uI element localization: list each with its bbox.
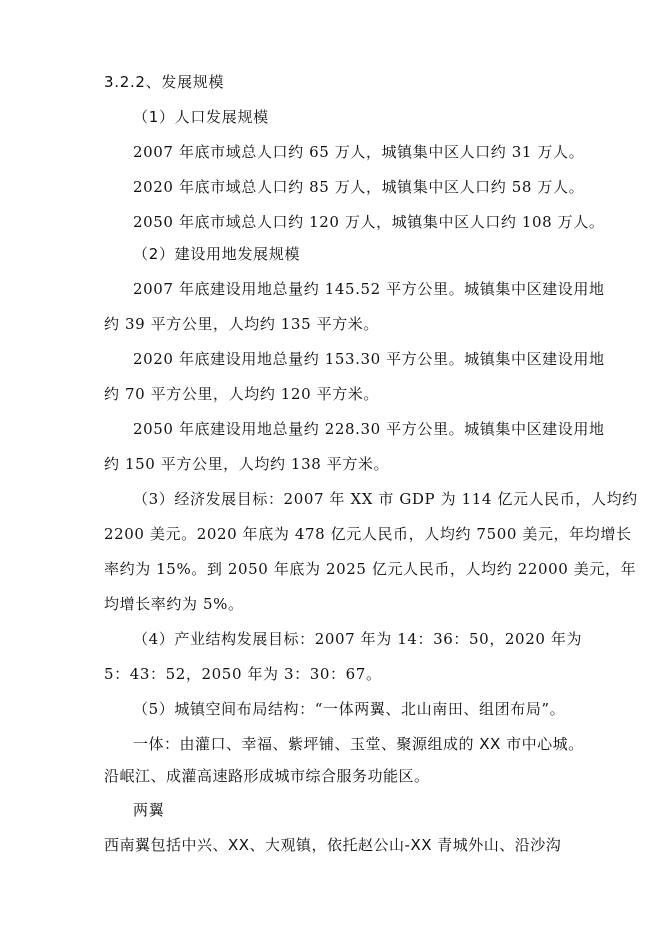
- industry-line-2: 5：43：52，2050 年为 3：30：67。: [104, 665, 382, 683]
- industry-line-1: （4）产业结构发展目标：2007 年为 14：36：50，2020 年为: [133, 630, 583, 648]
- population-line-2050: 2050 年底市域总人口约 120 万人，城镇集中区人口约 108 万人。: [133, 213, 605, 231]
- land-line-2007-b: 约 39 平方公里，人均约 135 平方米。: [104, 315, 379, 333]
- layout-line-service-zone: 沿岷江、成灌高速路形成城市综合服务功能区。: [104, 767, 430, 785]
- land-line-2020-a: 2020 年底建设用地总量约 153.30 平方公里。城镇集中区建设用地: [133, 350, 605, 368]
- population-subheading: （1）人口发展规模: [133, 108, 269, 126]
- layout-line-title: （5）城镇空间布局结构：“一体两翼、北山南田、组团布局”。: [133, 700, 566, 718]
- economy-line-4: 均增长率约为 5%。: [104, 595, 244, 613]
- section-heading: 3.2.2、发展规模: [104, 73, 225, 91]
- land-line-2020-b: 约 70 平方公里，人均约 120 平方米。: [104, 385, 379, 403]
- land-line-2050-a: 2050 年底建设用地总量约 228.30 平方公里。城镇集中区建设用地: [133, 420, 605, 438]
- population-line-2007: 2007 年底市域总人口约 65 万人，城镇集中区人口约 31 万人。: [133, 143, 585, 161]
- land-line-2007-a: 2007 年底建设用地总量约 145.52 平方公里。城镇集中区建设用地: [133, 280, 605, 298]
- land-line-2050-b: 约 150 平方公里，人均约 138 平方米。: [104, 455, 390, 473]
- economy-line-2: 2200 美元。2020 年底为 478 亿元人民币，人均约 7500 美元，年均增长: [104, 525, 632, 543]
- economy-line-1: （3）经济发展目标：2007 年 XX 市 GDP 为 114 亿元人民币，人均约: [133, 490, 638, 508]
- layout-line-southwest-wing: 西南翼包括中兴、XX、大观镇，依托赵公山-XX 青城外山、沿沙沟: [104, 836, 562, 854]
- land-subheading: （2）建设用地发展规模: [133, 245, 301, 263]
- layout-line-center-city: 一体：由灌口、幸福、紫坪铺、玉堂、聚源组成的 XX 市中心城。: [133, 735, 584, 753]
- economy-line-3: 率约为 15%。到 2050 年底为 2025 亿元人民币，人均约 22000 美元，年: [104, 560, 637, 578]
- population-line-2020: 2020 年底市域总人口约 85 万人，城镇集中区人口约 58 万人。: [133, 178, 585, 196]
- layout-line-two-wings: 两翼: [133, 801, 165, 819]
